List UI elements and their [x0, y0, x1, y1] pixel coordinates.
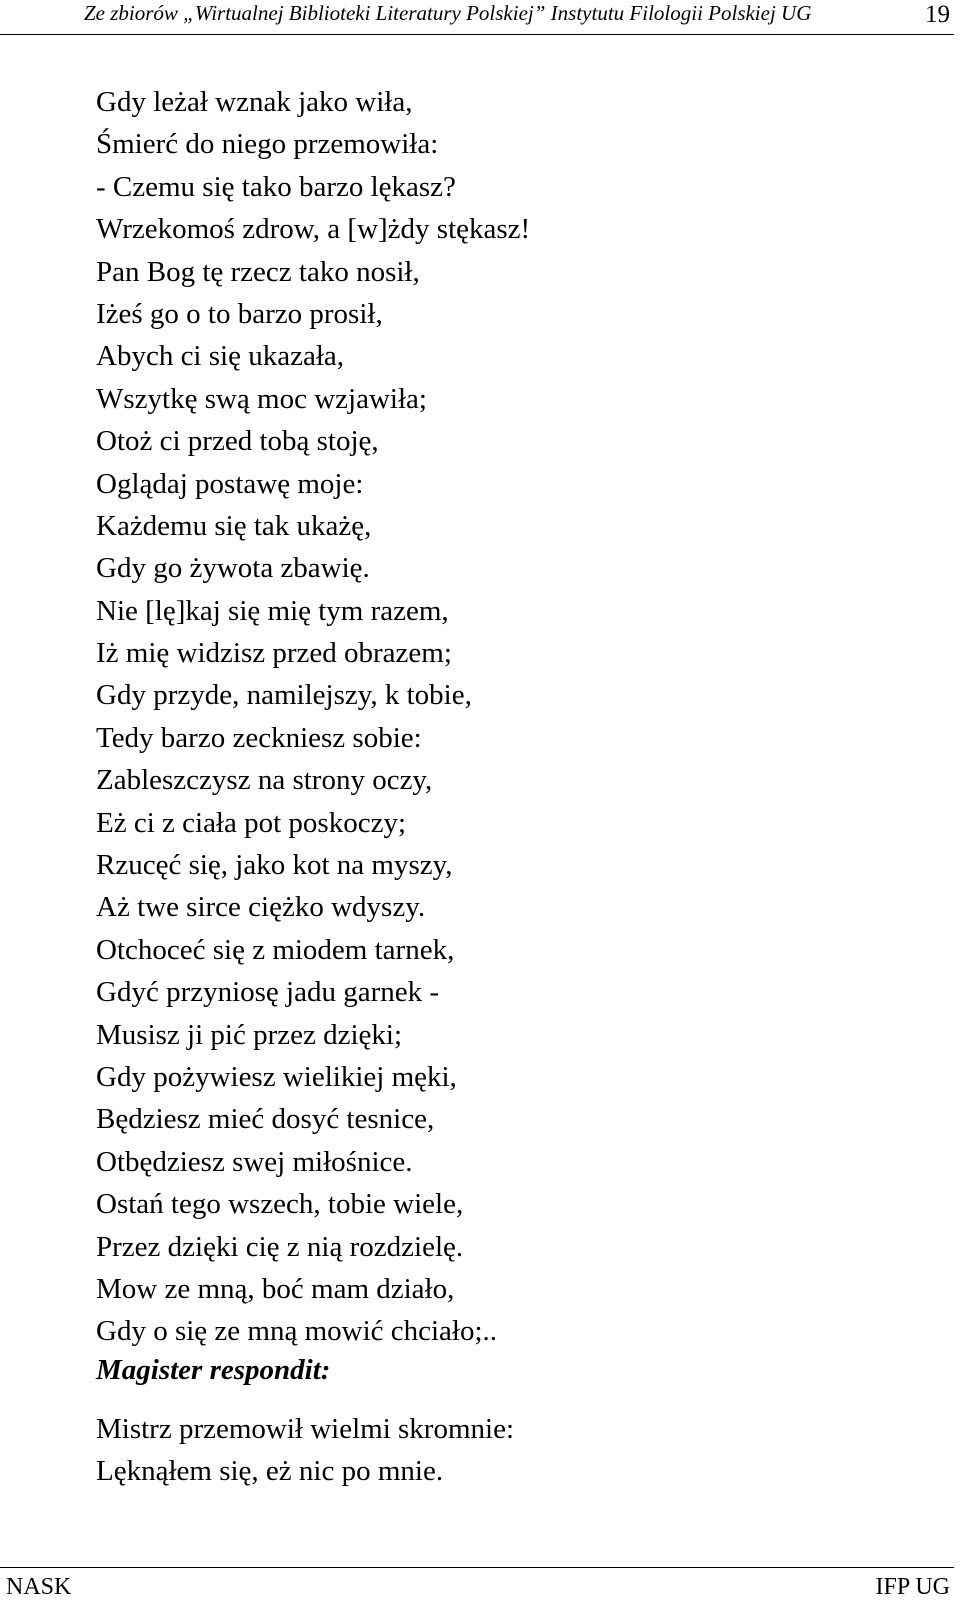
- footer-left-label: NASK: [6, 1574, 72, 1600]
- poem-line: Gdy pożywiesz wielikiej męki,: [96, 1060, 457, 1093]
- poem-line: Musisz ji pić przez dzięki;: [96, 1018, 403, 1051]
- poem-line: Mow ze mną, boć mam działo,: [96, 1272, 455, 1305]
- poem-line: Ostań tego wszech, tobie wiele,: [96, 1188, 464, 1221]
- poem-line: Otbędziesz swej miłośnice.: [96, 1145, 413, 1178]
- reply-line: Lęknąłem się, eż nic po mnie.: [96, 1455, 444, 1488]
- page-header: [0, 0, 954, 35]
- poem-line: Eż ci z ciała pot poskoczy;: [96, 806, 407, 839]
- poem-line: Przez dzięki cię z nią rozdzielę.: [96, 1230, 464, 1263]
- poem-line: Iż mię widzisz przed obrazem;: [96, 637, 452, 670]
- poem-line: Rzucęć się, jako kot na myszy,: [96, 849, 453, 882]
- reply-line: Mistrz przemowił wielmi skromnie:: [96, 1413, 515, 1445]
- poem-line: Gdy przyde, namilejszy, k tobie,: [96, 679, 472, 712]
- poem-line: Gdy go żywota zbawię.: [96, 552, 370, 585]
- poem-line: Pan Bog tę rzecz tako nosił,: [96, 255, 420, 288]
- header-title: Ze zbiorów „Wirtualnej Biblioteki Literatury Polskiej” Instytutu Filologii Polskiej UG: [84, 1, 812, 25]
- poem-line: Każdemu się tak ukażę,: [96, 509, 372, 542]
- poem-line: Oglądaj postawę moje:: [96, 467, 364, 500]
- poem-line: Zableszczysz na strony oczy,: [96, 764, 433, 797]
- poem-line: - Czemu się tako barzo lękasz?: [96, 170, 456, 203]
- poem-line: Śmierć do niego przemowiła:: [96, 128, 439, 161]
- poem-line: Gdy o się ze mną mowić chciało;..: [96, 1315, 498, 1348]
- poem-line: Tedy barzo zeckniesz sobie:: [96, 721, 422, 754]
- poem-line: Gdy leżał wznak jako wiła,: [96, 86, 413, 118]
- poem-line: Gdyć przyniosę jadu garnek -: [96, 976, 440, 1009]
- poem-line: Nie [lę]kaj się mię tym razem,: [96, 594, 449, 627]
- speaker-heading: Magister respondit:: [96, 1354, 331, 1386]
- poem-line: Otoż ci przed tobą stoję,: [96, 425, 379, 458]
- poem-line: Aż twe sirce ciężko wdyszy.: [96, 891, 426, 924]
- poem-body: [96, 81, 530, 1353]
- footer-right-label: IFP UG: [875, 1574, 950, 1600]
- reply-body: [96, 1408, 514, 1493]
- poem-line: Otchoceć się z miodem tarnek,: [96, 933, 455, 966]
- poem-line: Wszytkę swą moc wzjawiła;: [96, 382, 427, 415]
- page-number: 19: [925, 1, 950, 28]
- poem-line: Iżeś go o to barzo prosił,: [96, 297, 383, 330]
- poem-line: Wrzekomoś zdrow, a [w]żdy stękasz!: [96, 213, 531, 246]
- poem-line: Będziesz mieć dosyć tesnice,: [96, 1103, 435, 1136]
- poem-line: Abych ci się ukazała,: [96, 340, 345, 373]
- page-footer: [0, 1567, 954, 1616]
